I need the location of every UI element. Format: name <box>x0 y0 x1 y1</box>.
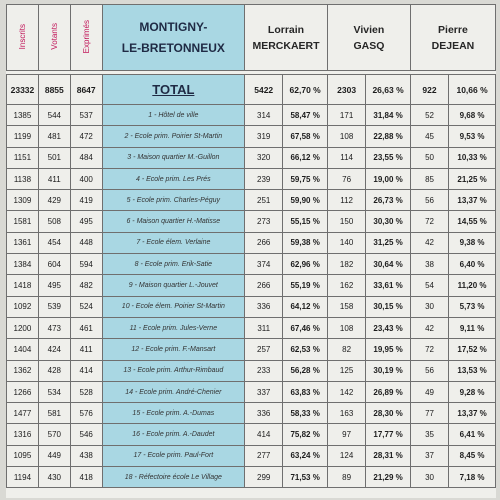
cell-votants: 508 <box>38 211 70 232</box>
table-row <box>7 147 496 168</box>
cell-inscrits: 1362 <box>7 360 39 381</box>
total-inscrits: 23332 <box>7 75 39 105</box>
votes-dejean: 52 <box>410 105 448 126</box>
table-row <box>7 424 496 445</box>
header-row <box>7 5 496 71</box>
cell-exprimes: 418 <box>70 467 102 488</box>
pct-dejean: 13,37 % <box>449 190 496 211</box>
votes-gasq: 108 <box>327 126 365 147</box>
votes-dejean: 30 <box>410 296 448 317</box>
pct-gasq: 21,29 % <box>366 467 411 488</box>
table-row <box>7 296 496 317</box>
cell-exprimes: 419 <box>70 190 102 211</box>
pct-dejean: 8,45 % <box>449 445 496 466</box>
pct-dejean: 13,53 % <box>449 360 496 381</box>
pct-gasq: 22,88 % <box>366 126 411 147</box>
votes-gasq: 158 <box>327 296 365 317</box>
pct-merckaert: 59,38 % <box>283 232 328 253</box>
cell-votants: 570 <box>38 424 70 445</box>
bureau-name: 18 - Réfectoire école Le Village <box>102 467 244 488</box>
cell-votants: 429 <box>38 190 70 211</box>
table-row <box>7 190 496 211</box>
bureau-name: 2 - Ecole prim. Poirier St-Martin <box>102 126 244 147</box>
pct-dejean: 13,37 % <box>449 403 496 424</box>
votes-merckaert: 233 <box>245 360 283 381</box>
votes-dejean: 72 <box>410 211 448 232</box>
votes-merckaert: 414 <box>245 424 283 445</box>
votes-dejean: 49 <box>410 381 448 402</box>
cell-exprimes: 472 <box>70 126 102 147</box>
header-votants: Votants <box>38 5 70 71</box>
cell-inscrits: 1385 <box>7 105 39 126</box>
votes-gasq: 162 <box>327 275 365 296</box>
votes-dejean: 30 <box>410 467 448 488</box>
votes-gasq: 182 <box>327 254 365 275</box>
table-row <box>7 467 496 488</box>
pct-dejean: 21,25 % <box>449 168 496 189</box>
pct-dejean: 6,40 % <box>449 254 496 275</box>
pct-dejean: 9,28 % <box>449 381 496 402</box>
pct-dejean: 9,11 % <box>449 317 496 338</box>
votes-merckaert: 277 <box>245 445 283 466</box>
pct-dejean: 6,41 % <box>449 424 496 445</box>
total-votes-dejean: 922 <box>410 75 448 105</box>
votes-gasq: 171 <box>327 105 365 126</box>
total-exprimes: 8647 <box>70 75 102 105</box>
votes-dejean: 42 <box>410 232 448 253</box>
pct-merckaert: 64,12 % <box>283 296 328 317</box>
cell-inscrits: 1581 <box>7 211 39 232</box>
cell-votants: 604 <box>38 254 70 275</box>
pct-merckaert: 62,53 % <box>283 339 328 360</box>
votes-gasq: 89 <box>327 467 365 488</box>
votes-gasq: 114 <box>327 147 365 168</box>
votes-gasq: 125 <box>327 360 365 381</box>
votes-dejean: 85 <box>410 168 448 189</box>
cell-exprimes: 524 <box>70 296 102 317</box>
votes-gasq: 112 <box>327 190 365 211</box>
total-votes-merckaert: 5422 <box>245 75 283 105</box>
header-exprimes: Exprimés <box>70 5 102 71</box>
pct-gasq: 26,89 % <box>366 381 411 402</box>
votes-merckaert: 314 <box>245 105 283 126</box>
cell-votants: 539 <box>38 296 70 317</box>
cell-votants: 581 <box>38 403 70 424</box>
votes-dejean: 35 <box>410 424 448 445</box>
cell-votants: 534 <box>38 381 70 402</box>
results-table <box>6 4 496 488</box>
table-row <box>7 360 496 381</box>
cell-exprimes: 461 <box>70 317 102 338</box>
candidate-header-2: Vivien GASQ <box>327 5 410 71</box>
cell-inscrits: 1309 <box>7 190 39 211</box>
bureau-name: 6 - Maison quartier H.-Matisse <box>102 211 244 232</box>
bureau-name: 8 - Ecole prim. Erik-Satie <box>102 254 244 275</box>
pct-gasq: 23,43 % <box>366 317 411 338</box>
votes-gasq: 140 <box>327 232 365 253</box>
results-page <box>6 4 496 498</box>
pct-merckaert: 63,24 % <box>283 445 328 466</box>
votes-dejean: 38 <box>410 254 448 275</box>
cell-exprimes: 546 <box>70 424 102 445</box>
votes-merckaert: 266 <box>245 275 283 296</box>
pct-merckaert: 58,47 % <box>283 105 328 126</box>
bureau-name: 15 - Ecole prim. A.-Dumas <box>102 403 244 424</box>
pct-dejean: 10,33 % <box>449 147 496 168</box>
votes-merckaert: 374 <box>245 254 283 275</box>
votes-dejean: 37 <box>410 445 448 466</box>
cell-votants: 449 <box>38 445 70 466</box>
commune-header <box>102 5 244 71</box>
pct-gasq: 23,55 % <box>366 147 411 168</box>
table-row <box>7 211 496 232</box>
table-row <box>7 317 496 338</box>
pct-merckaert: 55,15 % <box>283 211 328 232</box>
pct-dejean: 14,55 % <box>449 211 496 232</box>
commune-line1: MONTIGNY- <box>139 19 208 34</box>
cell-votants: 473 <box>38 317 70 338</box>
cell-exprimes: 414 <box>70 360 102 381</box>
pct-dejean: 5,73 % <box>449 296 496 317</box>
votes-dejean: 42 <box>410 317 448 338</box>
bureau-name: 1 - Hôtel de ville <box>102 105 244 126</box>
cell-exprimes: 528 <box>70 381 102 402</box>
votes-dejean: 77 <box>410 403 448 424</box>
table-row <box>7 403 496 424</box>
cell-exprimes: 438 <box>70 445 102 466</box>
votes-gasq: 82 <box>327 339 365 360</box>
pct-merckaert: 67,46 % <box>283 317 328 338</box>
bureau-name: 9 - Maison quartier L.-Jouvet <box>102 275 244 296</box>
bureau-name: 12 - Ecole prim. F.-Mansart <box>102 339 244 360</box>
bureau-name: 13 - Ecole prim. Arthur-Rimbaud <box>102 360 244 381</box>
pct-gasq: 30,19 % <box>366 360 411 381</box>
votes-dejean: 50 <box>410 147 448 168</box>
cell-exprimes: 537 <box>70 105 102 126</box>
cell-exprimes: 448 <box>70 232 102 253</box>
votes-dejean: 72 <box>410 339 448 360</box>
pct-gasq: 33,61 % <box>366 275 411 296</box>
cell-votants: 481 <box>38 126 70 147</box>
votes-merckaert: 266 <box>245 232 283 253</box>
bureau-name: 14 - Ecole prim. André-Chenier <box>102 381 244 402</box>
votes-gasq: 142 <box>327 381 365 402</box>
pct-merckaert: 67,58 % <box>283 126 328 147</box>
cell-exprimes: 400 <box>70 168 102 189</box>
cell-inscrits: 1361 <box>7 232 39 253</box>
cell-votants: 454 <box>38 232 70 253</box>
votes-merckaert: 311 <box>245 317 283 338</box>
total-votes-gasq: 2303 <box>327 75 365 105</box>
pct-dejean: 7,18 % <box>449 467 496 488</box>
cell-inscrits: 1200 <box>7 317 39 338</box>
cell-votants: 495 <box>38 275 70 296</box>
cell-votants: 411 <box>38 168 70 189</box>
table-row <box>7 275 496 296</box>
pct-gasq: 28,30 % <box>366 403 411 424</box>
votes-merckaert: 299 <box>245 467 283 488</box>
votes-dejean: 56 <box>410 190 448 211</box>
cell-exprimes: 482 <box>70 275 102 296</box>
bureau-name: 5 - Ecole prim. Charles-Péguy <box>102 190 244 211</box>
votes-dejean: 54 <box>410 275 448 296</box>
pct-gasq: 30,64 % <box>366 254 411 275</box>
cell-inscrits: 1199 <box>7 126 39 147</box>
cell-exprimes: 576 <box>70 403 102 424</box>
bureau-name: 11 - Ecole prim. Jules-Verne <box>102 317 244 338</box>
votes-merckaert: 337 <box>245 381 283 402</box>
pct-dejean: 11,20 % <box>449 275 496 296</box>
pct-merckaert: 59,75 % <box>283 168 328 189</box>
cell-inscrits: 1316 <box>7 424 39 445</box>
total-row <box>7 75 496 105</box>
votes-merckaert: 251 <box>245 190 283 211</box>
total-votants: 8855 <box>38 75 70 105</box>
bureau-name: 17 - Ecole prim. Paul-Fort <box>102 445 244 466</box>
cell-inscrits: 1092 <box>7 296 39 317</box>
pct-gasq: 31,25 % <box>366 232 411 253</box>
pct-gasq: 30,30 % <box>366 211 411 232</box>
bureau-name: 4 - Ecole prim. Les Prés <box>102 168 244 189</box>
votes-dejean: 45 <box>410 126 448 147</box>
cell-inscrits: 1266 <box>7 381 39 402</box>
cell-inscrits: 1138 <box>7 168 39 189</box>
pct-gasq: 17,77 % <box>366 424 411 445</box>
pct-merckaert: 62,96 % <box>283 254 328 275</box>
pct-merckaert: 56,28 % <box>283 360 328 381</box>
votes-merckaert: 239 <box>245 168 283 189</box>
table-row <box>7 105 496 126</box>
bureau-name: 7 - Ecole élem. Verlaine <box>102 232 244 253</box>
votes-gasq: 97 <box>327 424 365 445</box>
total-pct-gasq: 26,63 % <box>366 75 411 105</box>
pct-gasq: 19,95 % <box>366 339 411 360</box>
cell-votants: 430 <box>38 467 70 488</box>
votes-gasq: 163 <box>327 403 365 424</box>
cell-exprimes: 495 <box>70 211 102 232</box>
cell-inscrits: 1095 <box>7 445 39 466</box>
pct-merckaert: 63,83 % <box>283 381 328 402</box>
pct-gasq: 28,31 % <box>366 445 411 466</box>
votes-merckaert: 273 <box>245 211 283 232</box>
cell-inscrits: 1151 <box>7 147 39 168</box>
pct-dejean: 9,38 % <box>449 232 496 253</box>
table-row <box>7 254 496 275</box>
candidate-header-3: Pierre DEJEAN <box>410 5 495 71</box>
cell-votants: 544 <box>38 105 70 126</box>
cell-votants: 428 <box>38 360 70 381</box>
votes-dejean: 56 <box>410 360 448 381</box>
bureau-name: 3 - Maison quartier M.-Guillon <box>102 147 244 168</box>
cell-votants: 424 <box>38 339 70 360</box>
cell-exprimes: 594 <box>70 254 102 275</box>
votes-merckaert: 320 <box>245 147 283 168</box>
pct-dejean: 17,52 % <box>449 339 496 360</box>
table-row <box>7 232 496 253</box>
cell-inscrits: 1384 <box>7 254 39 275</box>
votes-merckaert: 336 <box>245 403 283 424</box>
table-row <box>7 445 496 466</box>
cell-votants: 501 <box>38 147 70 168</box>
pct-merckaert: 66,12 % <box>283 147 328 168</box>
votes-merckaert: 257 <box>245 339 283 360</box>
total-label: TOTAL <box>102 75 244 105</box>
table-row <box>7 339 496 360</box>
pct-merckaert: 75,82 % <box>283 424 328 445</box>
pct-gasq: 19,00 % <box>366 168 411 189</box>
pct-gasq: 30,15 % <box>366 296 411 317</box>
header-inscrits: Inscrits <box>7 5 39 71</box>
pct-gasq: 26,73 % <box>366 190 411 211</box>
pct-merckaert: 59,90 % <box>283 190 328 211</box>
total-pct-merckaert: 62,70 % <box>283 75 328 105</box>
votes-gasq: 124 <box>327 445 365 466</box>
pct-dejean: 9,68 % <box>449 105 496 126</box>
votes-merckaert: 336 <box>245 296 283 317</box>
votes-gasq: 150 <box>327 211 365 232</box>
votes-merckaert: 319 <box>245 126 283 147</box>
table-row <box>7 126 496 147</box>
cell-inscrits: 1194 <box>7 467 39 488</box>
bureau-name: 16 - Ecole prim. A.-Daudet <box>102 424 244 445</box>
pct-gasq: 31,84 % <box>366 105 411 126</box>
pct-merckaert: 55,19 % <box>283 275 328 296</box>
table-row <box>7 168 496 189</box>
total-pct-dejean: 10,66 % <box>449 75 496 105</box>
pct-merckaert: 58,33 % <box>283 403 328 424</box>
bureau-name: 10 - Ecole élem. Poirier St-Martin <box>102 296 244 317</box>
commune-line2: LE-BRETONNEUX <box>121 40 225 55</box>
pct-merckaert: 71,53 % <box>283 467 328 488</box>
pct-dejean: 9,53 % <box>449 126 496 147</box>
votes-gasq: 76 <box>327 168 365 189</box>
candidate-header-1: Lorrain MERCKAERT <box>245 5 328 71</box>
cell-inscrits: 1404 <box>7 339 39 360</box>
cell-exprimes: 411 <box>70 339 102 360</box>
cell-inscrits: 1477 <box>7 403 39 424</box>
cell-exprimes: 484 <box>70 147 102 168</box>
votes-gasq: 108 <box>327 317 365 338</box>
cell-inscrits: 1418 <box>7 275 39 296</box>
table-row <box>7 381 496 402</box>
